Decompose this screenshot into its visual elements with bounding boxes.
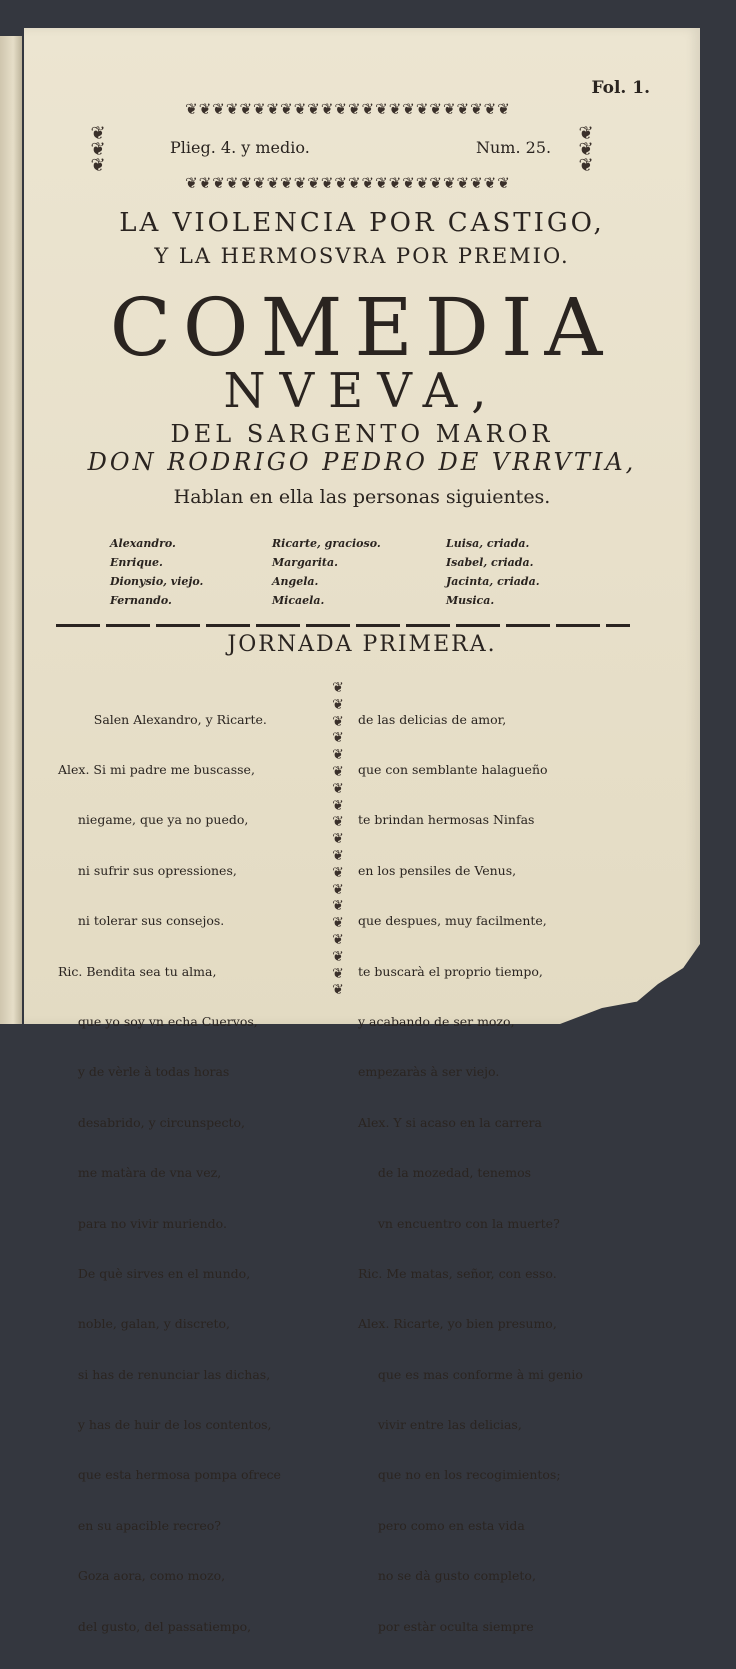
verse-line: de las delicias de amor,	[358, 711, 507, 727]
cast-name: Micaela.	[272, 594, 325, 607]
title-line-1: LA VIOLENCIA POR CASTIGO,	[119, 208, 605, 238]
cast-name: Ricarte, gracioso.	[272, 537, 381, 550]
divider-rule	[56, 624, 630, 627]
book-page	[24, 28, 700, 1634]
verse-line: y has de huir de los contentos,	[58, 1417, 272, 1433]
verse-line: Salen Alexandro, y Ricarte.	[58, 711, 267, 727]
author-rank: DEL SARGENTO MAROR	[170, 420, 554, 448]
verse-line: empezaràs à ser viejo.	[358, 1064, 500, 1080]
verse-line: que con semblante halagueño	[358, 761, 548, 777]
verse-line: si has de renunciar las dichas,	[58, 1366, 271, 1382]
verse-line: desabrido, y circunspecto,	[58, 1114, 246, 1130]
verse-line: Ric. Bendita sea tu alma,	[58, 963, 217, 979]
verse-line: y acabando de ser mozo,	[358, 1013, 515, 1029]
verse-line: ni tolerar sus consejos.	[58, 913, 225, 929]
verse-line: que esta hermosa pompa ofrece	[58, 1467, 281, 1483]
verse-line: me matàra de vna vez,	[58, 1165, 222, 1181]
cast-name: Isabel, criada.	[446, 556, 534, 569]
verse-line: De què sirves en el mundo,	[58, 1265, 251, 1281]
verse-line: no se dà gusto completo,	[358, 1568, 536, 1584]
verse-line: noble, galan, y discreto,	[58, 1316, 231, 1332]
cast-name: Angela.	[272, 575, 319, 588]
verse-line: y de vèrle à todas horas	[58, 1064, 230, 1080]
verse-line: por estàr oculta siempre	[358, 1618, 534, 1634]
verse-line: vn encuentro con la muerte?	[358, 1215, 560, 1231]
cast-name: Jacinta, criada.	[446, 575, 540, 588]
facing-page-edge	[0, 36, 22, 1024]
verse-line: que despues, muy facilmente,	[358, 913, 547, 929]
verse-line: ni sufrir sus opressiones,	[58, 862, 237, 878]
cast-column-1	[110, 534, 203, 610]
verse-line: en su apacible recreo?	[58, 1517, 221, 1533]
verse-line: vivir entre las delicias,	[358, 1417, 522, 1433]
comedia-heading: COMEDIA	[109, 281, 615, 374]
nueva-heading: NVEVA,	[223, 363, 501, 419]
cast-name: Dionysio, viejo.	[110, 575, 204, 588]
verse-line: pero como en esta vida	[358, 1517, 525, 1533]
verse-line: Alex. Y si acaso en la carrera	[358, 1114, 542, 1130]
ornament-border-top: ❦❦❦❦❦❦❦❦❦❦❦❦❦❦❦❦❦❦❦❦❦❦❦❦	[185, 100, 511, 118]
act-heading: JORNADA PRIMERA.	[227, 632, 497, 657]
verse-line: para no vivir muriendo.	[58, 1215, 227, 1231]
cast-column-2	[272, 534, 381, 610]
cast-name: Fernando.	[110, 594, 172, 607]
verse-line: niegame, que ya no puedo,	[58, 812, 249, 828]
ornament-left: ❦ ❦ ❦	[90, 123, 106, 176]
cast-name: Luisa, criada.	[446, 537, 530, 550]
verse-line: en los pensiles de Venus,	[358, 862, 517, 878]
verse-line: te buscarà el proprio tiempo,	[358, 963, 543, 979]
cast-name: Enrique.	[110, 556, 163, 569]
cast-heading: Hablan en ella las personas siguientes.	[173, 486, 551, 508]
ornament-right: ❦ ❦ ❦	[578, 123, 594, 176]
plieg-label: Plieg. 4. y medio.	[170, 138, 310, 157]
cast-name: Alexandro.	[110, 537, 176, 550]
verse-line: Alex. Si mi padre me buscasse,	[58, 761, 255, 777]
ornament-border-bottom: ❦❦❦❦❦❦❦❦❦❦❦❦❦❦❦❦❦❦❦❦❦❦❦❦	[185, 174, 511, 192]
cast-name: Musica.	[446, 594, 495, 607]
verse-line: de la mozedad, tenemos	[358, 1165, 532, 1181]
number-label: Num. 25.	[476, 138, 552, 157]
text-column-left	[58, 678, 281, 1669]
verse-line: que yo soy vn echa Cuervos,	[58, 1013, 258, 1029]
folio-number: Fol. 1.	[591, 78, 650, 98]
verse-line: que no en los recogimientos;	[358, 1467, 561, 1483]
cast-name: Margarita.	[272, 556, 338, 569]
verse-line: Alex. Ricarte, yo bien presumo,	[358, 1316, 557, 1332]
cast-column-3	[446, 534, 540, 610]
title-line-2: Y LA HERMOSVRA POR PREMIO.	[154, 244, 570, 268]
verse-line: te brindan hermosas Ninfas	[358, 812, 535, 828]
verse-line: Ric. Me matas, señor, con esso.	[358, 1265, 557, 1281]
verse-line: Goza aora, como mozo,	[58, 1568, 226, 1584]
verse-line: del gusto, del passatiempo,	[58, 1618, 252, 1634]
text-column-right	[358, 678, 583, 1669]
verse-line: que es mas conforme à mi genio	[358, 1366, 583, 1382]
column-ornament-divider: ❦ ❦ ❦ ❦ ❦ ❦ ❦ ❦ ❦ ❦ ❦ ❦ ❦ ❦ ❦ ❦ ❦ ❦ ❦	[332, 680, 344, 999]
author-name: DON RODRIGO PEDRO DE VRRVTIA,	[87, 448, 637, 476]
